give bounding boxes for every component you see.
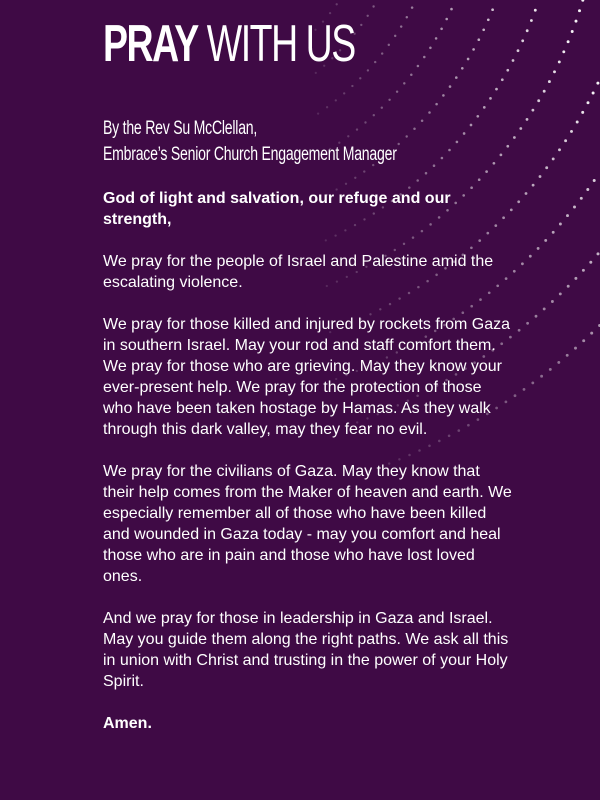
- byline-role: Embrace’s Senior Church Engagement Manager: [103, 144, 397, 165]
- decor-dot: [596, 82, 599, 85]
- decor-dot: [429, 47, 432, 50]
- decor-dot: [455, 76, 458, 79]
- decor-dot: [467, 58, 470, 61]
- decor-dot: [501, 78, 504, 81]
- byline-author: By the Rev Su McClellan,: [103, 118, 258, 139]
- decor-dot: [403, 82, 405, 84]
- decor-dot: [381, 106, 383, 108]
- decor-dot: [456, 141, 459, 144]
- decor-dot: [428, 111, 431, 114]
- decor-dot: [578, 9, 581, 12]
- decor-dot: [413, 127, 416, 130]
- decor-dot: [406, 16, 408, 18]
- decor-dot: [589, 261, 592, 264]
- decor-dot: [593, 179, 596, 182]
- decor-dot: [411, 6, 414, 9]
- decor-dot: [374, 61, 376, 63]
- decor-dot: [537, 247, 540, 250]
- decor-dot: [372, 5, 374, 7]
- prayer-invocation: God of light and salvation, our refuge and our strength,: [103, 190, 451, 228]
- decor-dot: [449, 85, 452, 88]
- title-bold-word: PRAY: [103, 15, 198, 73]
- decor-dot: [587, 101, 590, 104]
- decor-dot: [531, 109, 534, 112]
- decor-dot: [394, 35, 396, 37]
- decor-dot: [562, 50, 565, 53]
- decor-dot: [367, 69, 369, 71]
- decor-dot: [482, 28, 485, 31]
- decor-dot: [435, 103, 438, 106]
- decor-dot: [559, 223, 562, 226]
- decor-dot: [574, 277, 577, 280]
- decor-dot: [581, 0, 584, 2]
- decor-dot: [317, 112, 319, 114]
- decor-dot: [463, 132, 466, 135]
- decor-dot: [570, 130, 573, 133]
- decor-dot: [580, 197, 583, 200]
- decor-dot: [441, 157, 444, 160]
- decor-dot: [574, 347, 577, 350]
- decor-dot: [581, 111, 584, 114]
- decor-dot: [521, 39, 524, 42]
- decor-dot: [521, 262, 524, 265]
- decor-dot: [514, 394, 517, 397]
- decor-dot: [590, 332, 593, 335]
- decor-dot: [421, 119, 424, 122]
- prayer-paragraph-4: And we pray for those in leadership in Gaza and Israel. May you guide them along the right paths. We ask all this in union with Christ and trusting in the power of your Holy Spirit.: [103, 610, 509, 690]
- decor-dot: [513, 270, 516, 273]
- decor-dot: [506, 69, 509, 72]
- decor-dot: [513, 136, 516, 139]
- decor-dot: [544, 239, 547, 242]
- decor-dot: [567, 40, 570, 43]
- decor-dot: [558, 60, 561, 63]
- decor-dot: [576, 121, 579, 124]
- decor-dot: [551, 300, 554, 303]
- decor-dot: [566, 214, 569, 217]
- decor-dot: [518, 329, 521, 332]
- decor-dot: [534, 9, 537, 12]
- decor-dot: [586, 188, 589, 191]
- decor-dot: [461, 67, 464, 70]
- decor-dot: [523, 388, 526, 391]
- decor-dot: [571, 30, 574, 33]
- author-byline: [103, 116, 397, 168]
- decor-dot: [558, 148, 561, 151]
- decor-dot: [567, 285, 570, 288]
- decor-dot: [450, 8, 453, 11]
- decor-dot: [529, 255, 532, 258]
- decor-dot: [326, 106, 328, 108]
- decor-dot: [582, 269, 585, 272]
- decor-dot: [388, 44, 390, 46]
- decor-dot: [416, 179, 419, 182]
- decor-dot: [537, 99, 540, 102]
- decor-dot: [491, 8, 494, 11]
- decor-dot: [335, 99, 337, 101]
- decor-dot: [440, 28, 443, 31]
- decor-dot: [597, 252, 600, 255]
- decor-dot: [517, 49, 520, 52]
- decor-dot: [552, 157, 555, 160]
- decor-dot: [566, 354, 569, 357]
- decor-dot: [397, 143, 399, 145]
- decor-dot: [363, 170, 365, 172]
- decor-dot: [552, 231, 555, 234]
- decor-dot: [483, 106, 486, 109]
- decor-dot: [478, 178, 481, 181]
- decor-dot: [519, 127, 522, 130]
- decor-dot: [487, 18, 490, 21]
- decor-dot: [535, 315, 538, 318]
- decor-dot: [477, 38, 480, 41]
- decor-dot: [526, 118, 529, 121]
- decor-dot: [545, 166, 548, 169]
- decor-dot: [548, 80, 551, 83]
- decor-dot: [553, 70, 556, 73]
- decor-dot: [400, 25, 402, 27]
- decor-dot: [540, 375, 543, 378]
- decor-dot: [557, 361, 560, 364]
- decor-dot: [582, 339, 585, 342]
- title-light-words: WITH US: [206, 15, 355, 73]
- decor-dot: [472, 48, 475, 51]
- decor-dot: [442, 94, 445, 97]
- decor-dot: [476, 115, 479, 118]
- decor-dot: [345, 183, 347, 185]
- decor-dot: [525, 192, 528, 195]
- decor-dot: [417, 65, 420, 68]
- prayer-paragraph-3: We pray for the civilians of Gaza. May they know that their help comes from the Maker of heaven and earth. We especially remember all of those who have been killed and wounded in Gaza today - may you comfort and heal those who are in pain and those who have lost loved ones.: [103, 463, 512, 585]
- decor-dot: [543, 307, 546, 310]
- decor-dot: [405, 135, 407, 137]
- decor-dot: [531, 381, 534, 384]
- prayer-closing: Amen.: [103, 715, 152, 732]
- decor-dot: [575, 20, 578, 23]
- decor-dot: [359, 77, 361, 79]
- decor-dot: [530, 19, 533, 22]
- decor-dot: [506, 145, 509, 148]
- decor-dot: [445, 18, 448, 21]
- decor-dot: [367, 15, 369, 17]
- decor-dot: [396, 90, 398, 92]
- decor-dot: [448, 149, 451, 152]
- decor-dot: [410, 74, 413, 77]
- decor-dot: [485, 170, 488, 173]
- decor-dot: [343, 92, 345, 94]
- prayer-text: [103, 188, 513, 755]
- decor-dot: [549, 368, 552, 371]
- decor-dot: [493, 162, 496, 165]
- decor-dot: [564, 139, 567, 142]
- decor-dot: [539, 175, 542, 178]
- decor-dot: [526, 322, 529, 325]
- decor-dot: [425, 172, 428, 175]
- decor-dot: [512, 59, 515, 62]
- decor-dot: [517, 200, 520, 203]
- decor-dot: [543, 90, 546, 93]
- decor-dot: [433, 164, 436, 167]
- decor-dot: [526, 29, 529, 32]
- decor-dot: [435, 37, 438, 40]
- decor-dot: [354, 177, 356, 179]
- decor-dot: [532, 184, 535, 187]
- decor-dot: [500, 154, 503, 157]
- prayer-paragraph-1: We pray for the people of Israel and Palestine amid the escalating violence.: [103, 253, 494, 291]
- decor-dot: [423, 56, 426, 59]
- decor-dot: [381, 52, 383, 54]
- decor-dot: [351, 85, 353, 87]
- decor-dot: [592, 92, 595, 95]
- decor-dot: [470, 124, 473, 127]
- decor-dot: [489, 97, 492, 100]
- decor-dot: [573, 206, 576, 209]
- decor-dot: [336, 3, 338, 5]
- decor-dot: [495, 88, 498, 91]
- decor-dot: [559, 292, 562, 295]
- decor-dot: [388, 99, 390, 101]
- decor-dot: [360, 24, 362, 26]
- page-title: [103, 14, 355, 74]
- prayer-paragraph-2: We pray for those killed and injured by rockets from Gaza in southern Israel. May your rod and staff comfort them. We pray for those who are grieving. May they know your ever-present help. We pray for the protection of those who have been taken hostage by Hamas. As they walk through this dark valley, may they fear no evil.: [103, 316, 510, 438]
